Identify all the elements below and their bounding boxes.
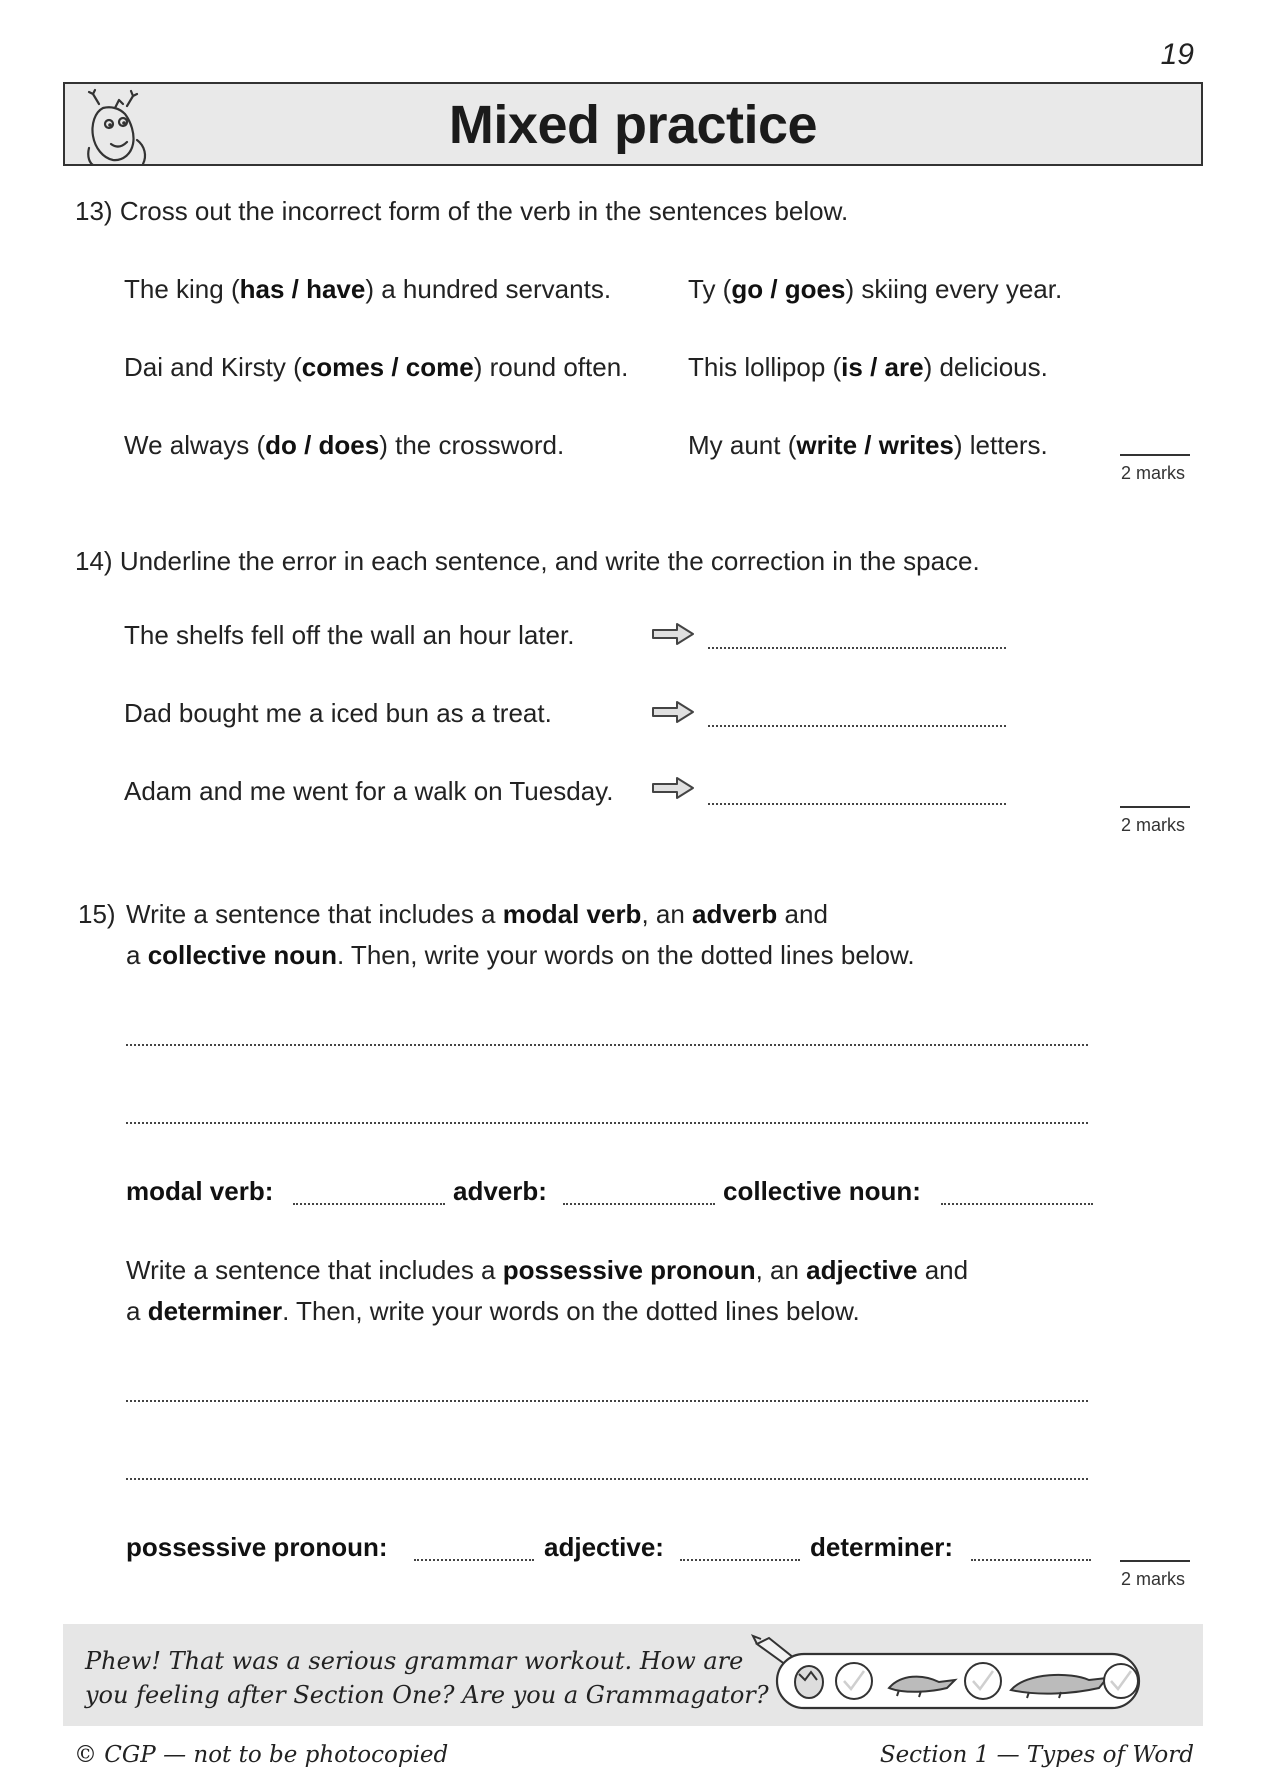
rating-circle-3: [1104, 1664, 1138, 1698]
q14-number: 14): [75, 546, 113, 576]
q15-sentence-line-3[interactable]: [126, 1400, 1088, 1402]
arrow-right-icon: [651, 700, 695, 724]
verb-choice[interactable]: write / writes: [796, 430, 954, 460]
adjective-answer-line[interactable]: [680, 1559, 800, 1561]
verb-choice[interactable]: comes / come: [301, 352, 474, 382]
footer-copyright: © CGP — not to be photocopied: [74, 1742, 449, 1768]
q14-sentence-3[interactable]: Adam and me went for a walk on Tuesday.: [124, 776, 614, 806]
q14-sentence-1[interactable]: The shelfs fell off the wall an hour later.: [124, 620, 575, 650]
prompt-text: . Then, write your words on the dotted lines below.: [336, 940, 915, 970]
q15-part1-line1: [126, 899, 828, 930]
arrow-right-icon: [651, 622, 695, 646]
egg-icon: [795, 1666, 823, 1698]
q15-mark-box[interactable]: [1120, 1560, 1190, 1562]
label-text: possessive pronoun:: [126, 1532, 388, 1562]
q15-sentence-line-2[interactable]: [126, 1122, 1088, 1124]
q14-answer-line-3[interactable]: [708, 803, 1006, 805]
determiner-answer-line[interactable]: [971, 1559, 1091, 1561]
prompt-keyword: modal verb: [502, 899, 642, 929]
label-text: adverb:: [453, 1176, 547, 1206]
verb-choice[interactable]: is / are: [841, 352, 924, 382]
q15-label-modal-verb: [126, 1176, 273, 1207]
prompt-text: a: [126, 1296, 148, 1326]
label-text: collective noun:: [723, 1176, 921, 1206]
q15-number: 15): [78, 899, 116, 929]
page-number: 19: [1160, 38, 1194, 71]
q13-sentence-4: [688, 274, 1062, 305]
sentence-text: The king (: [124, 274, 240, 304]
sentence-text: Dai and Kirsty (: [124, 352, 302, 382]
modal-verb-answer-line[interactable]: [293, 1203, 445, 1205]
q13-marks: 2 marks: [1121, 463, 1186, 483]
q15-label-adverb: [453, 1176, 547, 1207]
sentence-text: ) the crossword.: [379, 430, 565, 460]
prompt-text: and: [777, 899, 828, 929]
prompt-keyword: adverb: [692, 899, 778, 929]
prompt-text: . Then, write your words on the dotted lines below.: [282, 1296, 860, 1326]
q13-sentence-1: [124, 274, 611, 305]
q14-prompt: Underline the error in each sentence, and write the correction in the space.: [119, 546, 980, 576]
q13-prompt: Cross out the incorrect form of the verb in the sentences below.: [119, 196, 849, 226]
q14-heading: [75, 546, 980, 577]
prompt-text: and: [917, 1255, 969, 1285]
label-text: modal verb:: [126, 1176, 274, 1206]
verb-choice[interactable]: do / does: [265, 430, 380, 460]
q15-part2-line2: [126, 1296, 860, 1327]
q13-heading: [75, 196, 848, 227]
prompt-text: a: [126, 940, 148, 970]
sentence-text: ) delicious.: [923, 352, 1048, 382]
self-assessment-banner: [63, 1624, 1203, 1726]
banner-text: [85, 1644, 769, 1712]
footer-section: Section 1 — Types of Word: [879, 1742, 1194, 1768]
prompt-text: Write a sentence that includes a: [126, 1255, 503, 1285]
q15-marks: 2 marks: [1121, 1569, 1186, 1589]
prompt-keyword: possessive pronoun: [502, 1255, 756, 1285]
q15-label-determiner: [810, 1532, 953, 1563]
sentence-text: ) a hundred servants.: [365, 274, 612, 304]
label-text: determiner:: [810, 1532, 954, 1562]
banner-line-1: Phew! That was a serious grammar workout. How are: [85, 1647, 744, 1675]
q15-part1-line2: [126, 940, 915, 971]
q13-mark-box[interactable]: [1120, 454, 1190, 456]
q14-mark-box[interactable]: [1120, 806, 1190, 808]
possessive-pronoun-answer-line[interactable]: [414, 1559, 534, 1561]
sentence-text: We always (: [124, 430, 266, 460]
collective-noun-answer-line[interactable]: [941, 1203, 1093, 1205]
prompt-text: , an: [755, 1255, 807, 1285]
self-rating-scale: [751, 1630, 1151, 1720]
label-text: adjective:: [544, 1532, 664, 1562]
q13-sentence-6: [688, 430, 1048, 461]
q13-sentence-5: [688, 352, 1048, 383]
q15-part2-line1: [126, 1255, 968, 1286]
q15-sentence-line-4[interactable]: [126, 1478, 1088, 1480]
q14-sentence-2[interactable]: Dad bought me a iced bun as a treat.: [124, 698, 552, 728]
q13-number: 13): [75, 196, 113, 226]
adverb-answer-line[interactable]: [563, 1203, 715, 1205]
q14-marks: 2 marks: [1121, 815, 1186, 835]
sentence-text: ) letters.: [953, 430, 1048, 460]
q13-sentence-3: [124, 430, 564, 461]
q14-answer-line-2[interactable]: [708, 725, 1006, 727]
verb-choice[interactable]: go / goes: [731, 274, 846, 304]
rating-circle-1: [836, 1663, 872, 1699]
sentence-text: ) skiing every year.: [845, 274, 1063, 304]
arrow-right-icon: [651, 776, 695, 800]
prompt-keyword: adjective: [806, 1255, 918, 1285]
q14-answer-line-1[interactable]: [708, 647, 1006, 649]
sentence-text: Ty (: [688, 274, 732, 304]
page-title: Mixed practice: [448, 95, 818, 155]
sentence-text: This lollipop (: [688, 352, 842, 382]
q15-sentence-line-1[interactable]: [126, 1044, 1088, 1046]
sentence-text: My aunt (: [688, 430, 797, 460]
banner-line-2: you feeling after Section One? Are you a Grammagator?: [85, 1681, 769, 1709]
q15-label-possessive-pronoun: [126, 1532, 388, 1563]
rating-circle-2: [965, 1663, 1001, 1699]
q13-sentence-2: [124, 352, 628, 383]
prompt-text: , an: [641, 899, 693, 929]
q15-label-adjective: [544, 1532, 664, 1563]
prompt-keyword: determiner: [147, 1296, 283, 1326]
sentence-text: ) round often.: [473, 352, 629, 382]
q15-label-collective-noun: [723, 1176, 921, 1207]
verb-choice[interactable]: has / have: [239, 274, 366, 304]
prompt-keyword: collective noun: [147, 940, 337, 970]
title-box: [63, 82, 1203, 166]
prompt-text: Write a sentence that includes a: [126, 899, 503, 929]
